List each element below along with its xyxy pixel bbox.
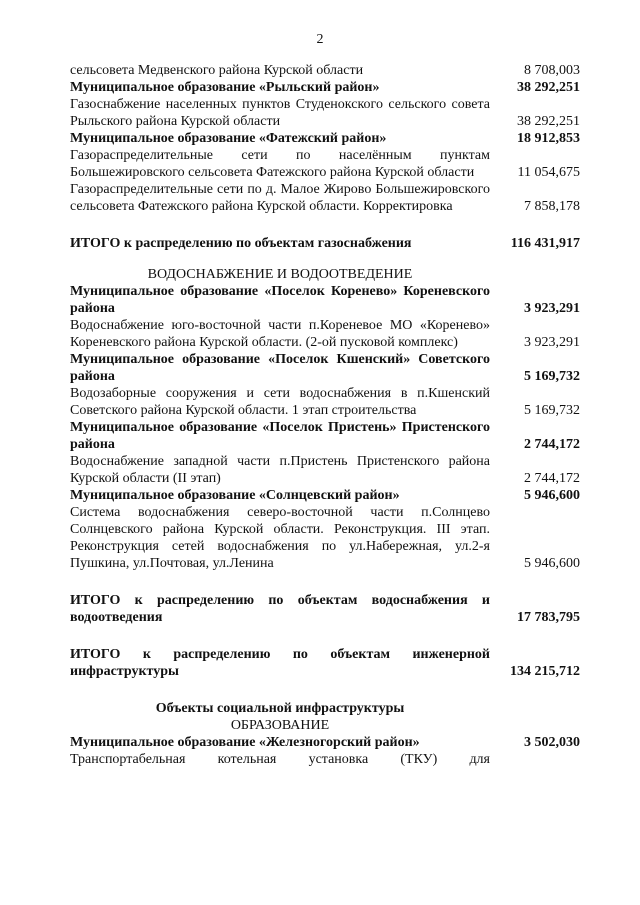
item-description: Водозаборные сооружения и сети водоснабжения в п.Кшенский Советского района Курской области. 1 этап строительства bbox=[70, 386, 490, 418]
item-amount: 2 744,172 bbox=[524, 471, 580, 486]
municipality-amount: 18 912,853 bbox=[517, 131, 580, 146]
section-heading-education: ОБРАЗОВАНИЕ bbox=[230, 718, 330, 733]
item-amount: 3 923,291 bbox=[524, 335, 580, 350]
municipality-row bbox=[70, 734, 580, 751]
section-heading-social: Объекты социальной инфраструктуры bbox=[155, 701, 405, 716]
total-infra-amount: 134 215,712 bbox=[510, 664, 580, 679]
municipality-row bbox=[70, 487, 580, 504]
item-description: Газораспределительные сети по д. Малое Жирово Большежировского сельсовета Фатежского района Курской области. Корректировка bbox=[70, 182, 490, 214]
municipality-amount: 38 292,251 bbox=[517, 80, 580, 95]
section-heading-water: ВОДОСНАБЖЕНИЕ И ВОДООТВЕДЕНИЕ bbox=[147, 267, 413, 282]
item-amount: 38 292,251 bbox=[517, 114, 580, 129]
item-amount: 5 169,732 bbox=[524, 403, 580, 418]
municipality-row bbox=[70, 283, 580, 317]
total-water-row bbox=[70, 592, 580, 626]
municipality-row bbox=[70, 351, 580, 385]
total-water-amount: 17 783,795 bbox=[517, 610, 580, 625]
list-item bbox=[70, 181, 580, 215]
item-description: Водоснабжение западной части п.Пристень Пристенского района Курской области (II этап) bbox=[70, 454, 490, 486]
list-item bbox=[70, 453, 580, 487]
municipality-amount: 3 502,030 bbox=[524, 735, 580, 750]
list-item bbox=[70, 504, 580, 572]
document-body bbox=[70, 62, 580, 768]
municipality-amount: 5 946,600 bbox=[524, 488, 580, 503]
list-item bbox=[70, 147, 580, 181]
list-item bbox=[70, 751, 580, 768]
item-amount: 7 858,178 bbox=[524, 199, 580, 214]
municipality-amount: 3 923,291 bbox=[524, 301, 580, 316]
municipality-name: Муниципальное образование «Железногорский район» bbox=[70, 735, 420, 750]
item-description: Водоснабжение юго-восточной части п.Кореневое МО «Коренево» Кореневского района Курской области. (2-ой пусковой комплекс) bbox=[70, 318, 490, 350]
item-description: сельсовета Медвенского района Курской области bbox=[70, 63, 364, 78]
total-water-label: ИТОГО к распределению по объектам водоснабжения и водоотведения bbox=[70, 593, 490, 625]
municipality-amount: 2 744,172 bbox=[524, 437, 580, 452]
total-gas-label: ИТОГО к распределению по объектам газоснабжения bbox=[70, 236, 412, 251]
item-amount: 5 946,600 bbox=[524, 556, 580, 571]
item-amount: 11 054,675 bbox=[517, 165, 580, 180]
municipality-name: Муниципальное образование «Солнцевский район» bbox=[70, 488, 400, 503]
total-gas-amount: 116 431,917 bbox=[510, 236, 580, 251]
item-description: Газораспределительные сети по населённым пунктам Большежировского сельсовета Фатежского района Курской области bbox=[70, 148, 490, 180]
total-infra-label: ИТОГО к распределению по объектам инженерной инфраструктуры bbox=[70, 647, 490, 679]
municipality-row bbox=[70, 79, 580, 96]
municipality-name: Муниципальное образование «Фатежский район» bbox=[70, 131, 387, 146]
municipality-row bbox=[70, 419, 580, 453]
list-item bbox=[70, 96, 580, 130]
item-amount: 8 708,003 bbox=[524, 63, 580, 78]
item-description: Транспортабельная котельная установка (ТКУ) для bbox=[70, 752, 490, 767]
item-description: Газоснабжение населенных пунктов Студенокского сельского совета Рыльского района Курской области bbox=[70, 97, 490, 129]
total-gas-row bbox=[70, 235, 580, 252]
municipality-amount: 5 169,732 bbox=[524, 369, 580, 384]
list-item bbox=[70, 62, 580, 79]
municipality-row bbox=[70, 130, 580, 147]
total-infra-row bbox=[70, 646, 580, 680]
municipality-name: Муниципальное образование «Поселок Коренево» Кореневского района bbox=[70, 284, 490, 316]
list-item bbox=[70, 385, 580, 419]
municipality-name: Муниципальное образование «Поселок Кшенский» Советского района bbox=[70, 352, 490, 384]
page-number: 2 bbox=[316, 32, 324, 47]
municipality-name: Муниципальное образование «Поселок Пристень» Пристенского района bbox=[70, 420, 490, 452]
municipality-name: Муниципальное образование «Рыльский район» bbox=[70, 80, 380, 95]
list-item bbox=[70, 317, 580, 351]
item-description: Система водоснабжения северо-восточной части п.Солнцево Солнцевского района Курской области. Реконструкция. III этап. Реконструкция сетей водоснабжения по ул.Набережная, ул.2-я Пушкина, ул.Почтовая, ул.Ленина bbox=[70, 505, 490, 571]
